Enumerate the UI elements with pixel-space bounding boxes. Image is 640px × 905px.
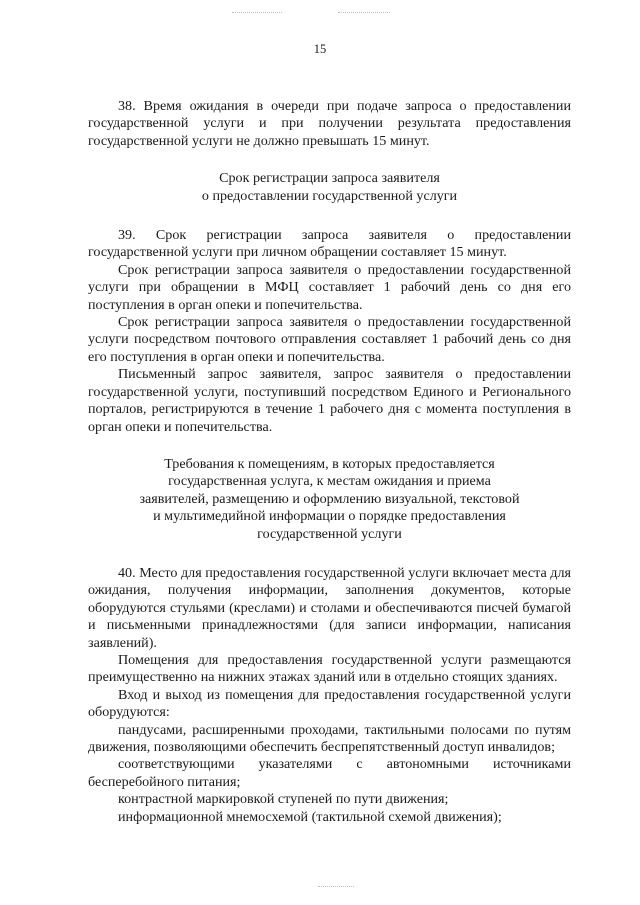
heading-line: государственная услуга, к местам ожидания и приема [168,473,491,490]
paragraph: соответствующими указателями с автономными источниками бесперебойного питания; [88,756,571,790]
heading-line: Требования к помещениям, в которых предоставляется [164,455,495,472]
paragraph: 39. Срок регистрации запроса заявителя о предоставлении государственной услуги при личном обращении составляет 15 минут. [88,227,571,261]
paragraph: контрастной маркировкой ступеней по пути движения; [118,791,449,808]
heading-line: заявителей, размещению и оформлению визуальной, текстовой [139,490,520,507]
heading-line: государственной услуги [257,525,402,542]
paragraph: 38. Время ожидания в очереди при подаче запроса о предоставлении государственной услуги и при получении результата предоставления государственной услуги не должно превышать 15 минут. [88,98,571,149]
paragraph: информационной мнемосхемой (тактильной схемой движения); [118,808,502,825]
paragraph: Помещения для предоставления государственной услуги размещаются преимущественно на нижних этажах зданий или в отдельно стоящих зданиях. [88,651,571,686]
paragraph: Срок регистрации запроса заявителя о предоставлении государственной услуги посредством почтового отправления составляет 1 рабочий день со дня его поступления в орган опеки и попечительства. [88,314,571,365]
paragraph: 40. Место для предоставления государственной услуги включает места для ожидания, получения информации, заполнения документов, которые оборудуются стульями (креслами) и столами и обеспечиваются писчей бумагой и письменными принадлежностями (для записи информации, написания заявлений). [88,564,571,651]
paragraph: Вход и выход из помещения для предоставления государственной услуги оборудуются: [88,686,571,721]
paragraph: Срок регистрации запроса заявителя о предоставлении государственной услуги при обращении в МФЦ составляет 1 рабочий день со дня его поступления в орган опеки и попечительства. [88,261,571,313]
scan-artifact [318,886,354,889]
heading-line: о предоставлении государственной услуги [201,187,458,204]
scan-artifact [232,12,282,15]
paragraph: Письменный запрос заявителя, запрос заявителя о предоставлении государственной услуги, поступивший посредством Единого и Регионального порталов, регистрируются в течение 1 рабочего дня с момента поступления в орган опеки и попечительства. [88,366,571,435]
paragraph: пандусами, расширенными проходами, тактильными полосами по путям движения, позволяющими обеспечить беспрепятственный доступ инвалидов; [88,721,571,755]
heading-line: и мультимедийной информации о порядке предоставления [153,508,506,525]
scan-artifact [338,12,390,15]
page-number: 15 [313,42,327,56]
section-heading [88,456,571,543]
section-heading [88,170,571,205]
heading-line: Срок регистрации запроса заявителя [219,170,440,187]
document-body [88,98,571,826]
